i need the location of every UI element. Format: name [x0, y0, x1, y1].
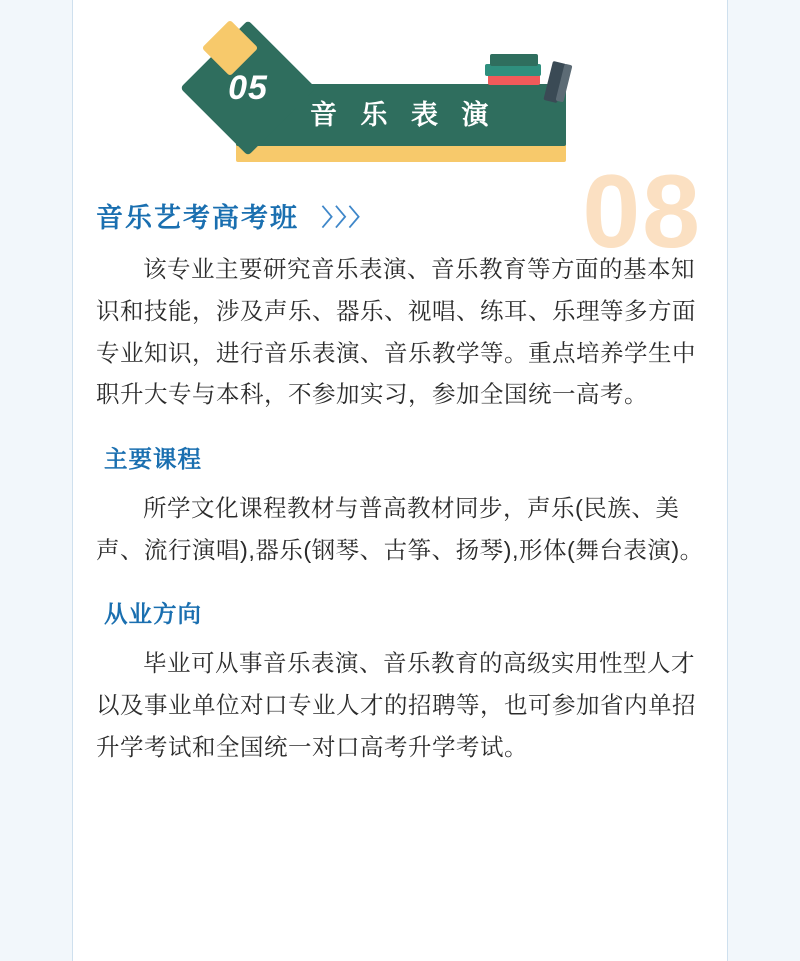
main-heading-row — [96, 196, 704, 235]
section-number: 05 — [228, 69, 268, 107]
right-guide-line — [727, 0, 728, 961]
left-guide-line — [72, 0, 73, 961]
books-icon — [468, 50, 588, 110]
left-margin-band — [0, 0, 72, 961]
section-heading-careers: 从业方向 — [104, 600, 202, 627]
page-title: 音乐艺考高考班 — [96, 203, 299, 233]
section-body-careers: 毕业可从事音乐表演、音乐教育的高级实用性型人才以及事业单位对口专业人才的招聘等，也可参加省内单招升学考试和全国统一对口高考升学考试。 — [96, 649, 696, 760]
intro-paragraph: 该专业主要研究音乐表演、音乐教育等方面的基本知识和技能，涉及声乐、器乐、视唱、练耳、乐理等多方面专业知识，进行音乐表演、音乐教学等。重点培养学生中职升大专与本科，不参加实习，参加全国统一高考。 — [96, 256, 696, 408]
section-body-courses: 所学文化课程教材与普高教材同步，声乐(民族、美声、流行演唱),器乐(钢琴、古筝、扬琴),形体(舞台表演)。 — [96, 494, 704, 563]
watermark-number: 08 — [582, 154, 702, 270]
right-margin-band — [728, 0, 800, 961]
banner-title: 音 乐 表 演 — [310, 100, 497, 130]
section-banner — [190, 22, 590, 172]
content-body — [96, 196, 704, 792]
chevron-right-icon: 〉〉〉 — [321, 204, 374, 230]
book-green-icon — [490, 54, 538, 66]
section-heading-courses: 主要课程 — [104, 445, 202, 472]
